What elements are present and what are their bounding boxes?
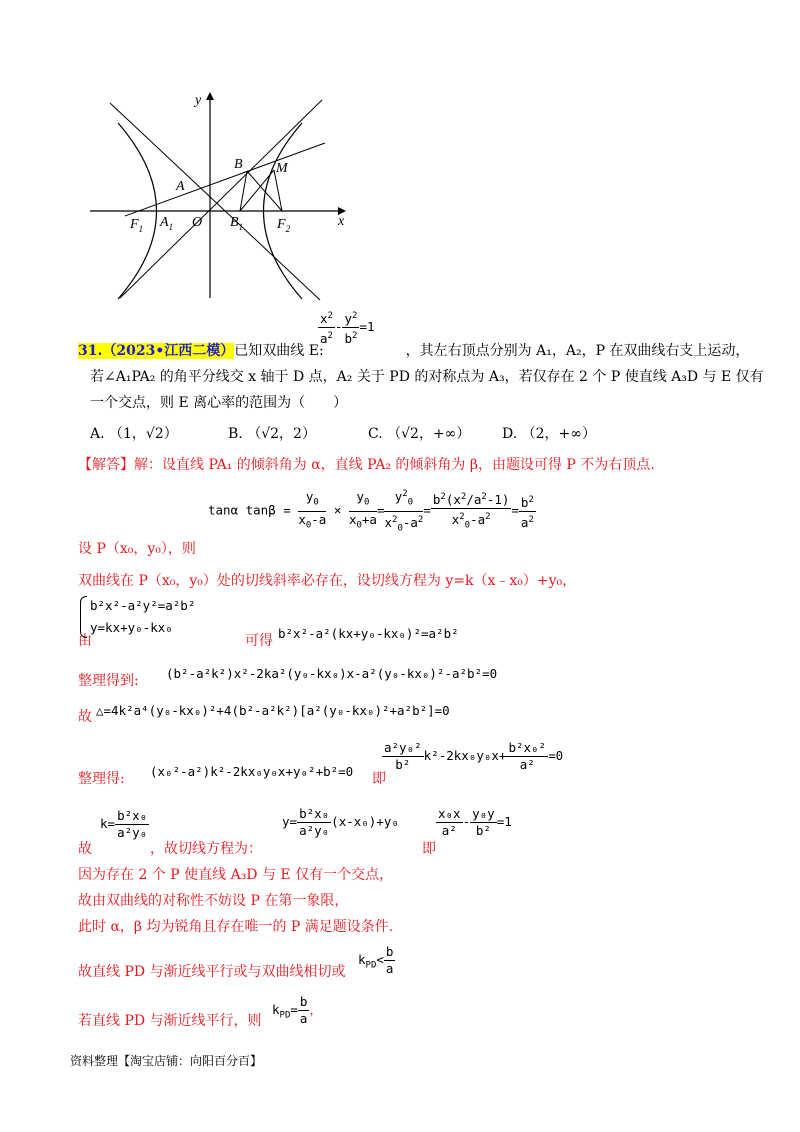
hyperbola-diagram — [90, 88, 360, 303]
hyperbola-equation: $\frac{x^2}{a^2}$ - $\frac{y^2}{b^2}$ =1 — [318, 308, 375, 347]
footer: 资料整理【淘宝店铺：向阳百分百】 — [70, 1054, 263, 1068]
seg-B1-M — [240, 170, 274, 211]
problem-source: （2023•江西二模） — [102, 343, 235, 359]
quadratic-equation: (b²-a²k²)x²-2ka²(y₀-kx₀)x-a²(y₀-kx₀)²-a²b²=0 — [166, 666, 498, 681]
label-A: A — [176, 179, 185, 194]
seg-M-F2 — [274, 170, 282, 211]
gu-label-1: 故 — [78, 709, 92, 725]
substituted-equation: b²x²-a²(kx+y₀-kx₀)²=a²b² — [278, 626, 459, 641]
solution-line-4: 因为存在 2 个 P 使直线 A₃D 与 E 仅有一个交点， — [78, 867, 394, 883]
solution-line-set-p: 设 P（x₀，y₀），则 — [78, 541, 196, 557]
problem-line-2: 若∠A₁PA₂ 的角平分线交 x 轴于 D 点，A₂ 关于 PD 的对称点为 A₃，若仅存在 2 个 P 使直线 A₃D 与 E 仅有 — [90, 369, 764, 385]
label-A1: $A_1$ — [160, 215, 174, 232]
system-eq-2: y=kx+y₀-kx₀ — [90, 620, 173, 635]
tangent-line-standard: $\frac{\text{x₀x}}{\text{a²}}$ - $\frac{\text{y₀y}}{\text{b²}}$ =1 — [438, 806, 512, 838]
zhengli-label-2: 整理得: — [78, 771, 125, 787]
option-a: A. （1，√2） — [90, 426, 178, 442]
solution-line-5: 故由双曲线的对称性不妨设 P 在第一象限， — [78, 893, 349, 909]
label-x: x — [338, 214, 345, 229]
ji-label-2: 即 — [422, 841, 436, 857]
options-row — [90, 425, 596, 443]
label-F2: $F_2$ — [277, 217, 291, 234]
gu-label-2: 故 — [78, 841, 92, 857]
qiexian-label: ，故切线方程为： — [150, 841, 262, 857]
secant-line — [125, 143, 325, 216]
y-axis-arrow — [206, 92, 214, 100]
solution-line-7: 故直线 PD 与渐近线平行或与双曲线相切或 — [78, 964, 346, 980]
solution-line-8: 若直线 PD 与渐近线平行，则 — [78, 1013, 262, 1029]
system-eq-1: b²x²-a²y²=a²b² — [90, 598, 196, 613]
problem-line-1: 31.（2023•江西二模）已知双曲线 E: ，其左右顶点分别为 A₁，A₂，P 在双曲线右支上运动， — [78, 343, 750, 359]
solution-line-1: 【解答】解：设直线 PA₁ 的倾斜角为 α，直线 PA₂ 的倾斜角为 β，由题设可得 P 不为右顶点. — [78, 457, 655, 473]
label-B: B — [234, 157, 243, 172]
ji-label-1: 即 — [372, 771, 386, 787]
k-quadratic-normalized: $\frac{\text{a²y₀²}}{\text{b²}}$ k²-2kx₀y₀x+ $\frac{\text{b²x₀²}}{\text{a²}}$ =0 — [384, 740, 564, 772]
solution-line-6: 此时 α，β 均为锐角且存在唯一的 P 满足题设条件. — [78, 919, 394, 935]
option-c: C. （√2，+∞） — [368, 426, 471, 442]
kpd-equal: $k_{PD}=$ $\frac{b}{a}$ ， — [272, 994, 322, 1026]
option-d: D. （2，+∞） — [502, 426, 596, 442]
tangent-line: y= $\frac{\text{b²x₀}}{\text{a²y₀}}$ (x-x₀)+y₀ — [282, 806, 399, 838]
label-O: O — [192, 215, 203, 230]
kpd-less-than: $k_{PD}<$ $\frac{b}{a}$ — [358, 944, 394, 976]
discriminant-equation: △=4k²a⁴(y₀-kx₀)²+4(b²-a²k²)[a²(y₀-kx₀)²+a²b²]=0 — [96, 703, 450, 718]
kede-label: 可得 — [245, 633, 273, 649]
label-F1: $F_1$ — [130, 217, 144, 234]
problem-line-3: 一个交点，则 E 离心率的范围为（ ） — [90, 395, 348, 411]
label-M: M — [276, 161, 288, 176]
k-quadratic: (x₀²-a²)k²-2kx₀y₀x+y₀²+b²=0 — [150, 764, 354, 779]
seg-B-F2 — [247, 171, 282, 211]
zhengli-label-1: 整理得到: — [78, 673, 139, 689]
label-y: y — [195, 93, 202, 108]
label-B1: $B_1$ — [230, 215, 244, 232]
tan-product-formula: tanα tanβ = $\frac{y_0}{x_0-a}$ × $\frac{y_0}{x_0+a}$ = $\frac{y^2_0}{x^2_0-a^2}$ = $\frac{b^2(x^2/a^2-1)}{x^2_0-a^2}$ = $\frac{b^2}{a^2}$ — [208, 486, 536, 536]
k-value: k= $\frac{\text{b²x₀}}{\text{a²y₀}}$ — [100, 808, 148, 840]
you-label: 由 — [78, 633, 92, 649]
problem-number: 31. — [78, 343, 103, 359]
solution-line-3: 双曲线在 P（x₀，y₀）处的切线斜率必存在，设切线方程为 y=k（x﹣x₀）+y₀， — [78, 573, 577, 589]
option-b: B. （√2，2） — [228, 426, 316, 442]
asymptote-2 — [120, 100, 322, 298]
answer-tag: 【解答】 — [78, 457, 134, 473]
